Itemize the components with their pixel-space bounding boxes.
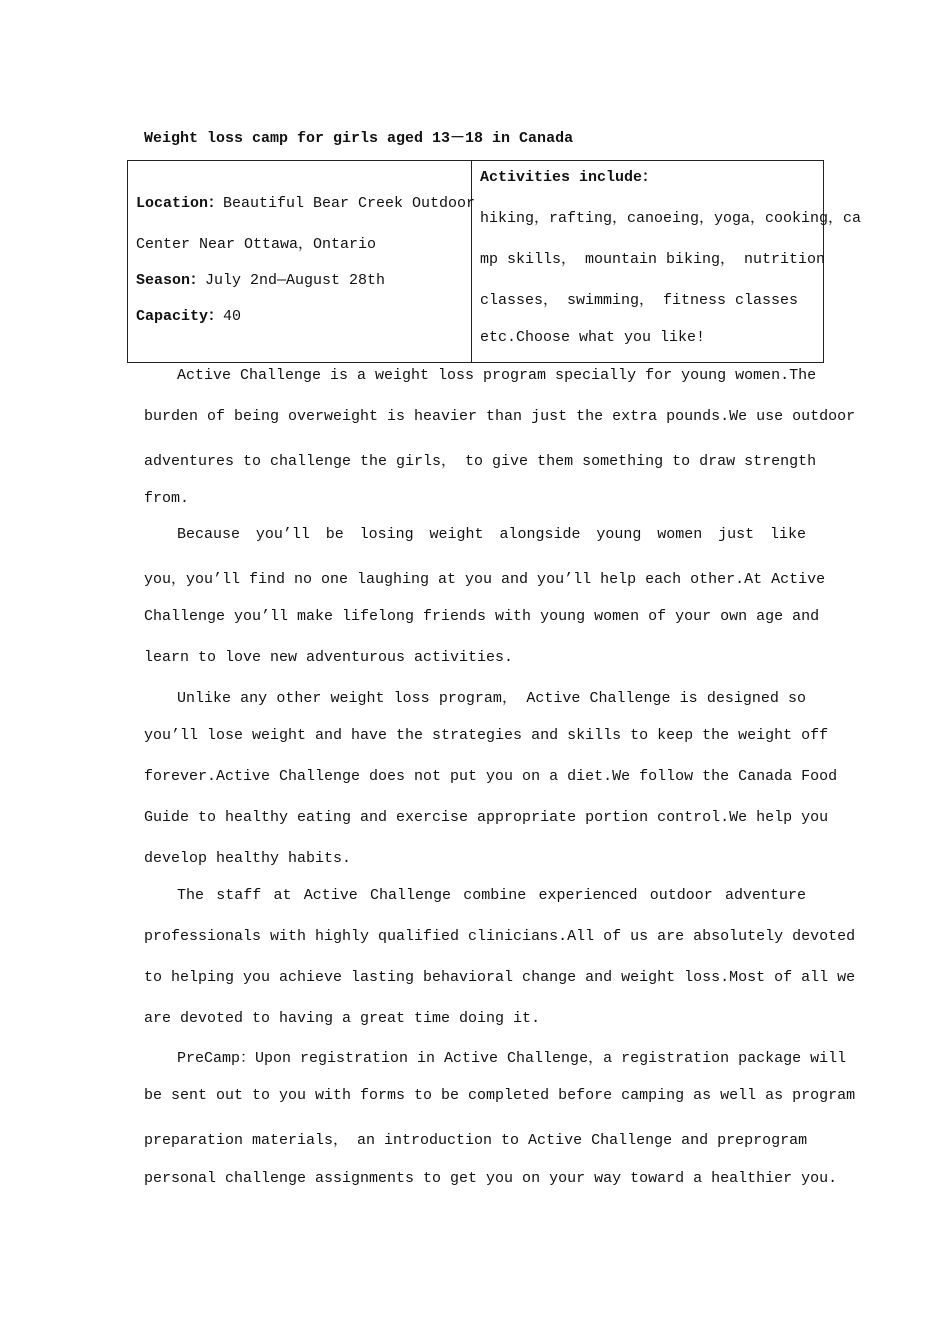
location-value: Beautiful Bear Creek Outdoor <box>223 195 476 212</box>
season-value: July 2nd—August 28th <box>205 272 386 289</box>
paragraph-line: to helping you achieve lasting behavioral change and weight loss.Most of all we <box>144 969 856 986</box>
activities-line: etc.Choose what you like! <box>480 329 706 346</box>
season-line <box>136 268 385 289</box>
paragraph-line: forever.Active Challenge does not put you on a diet.We follow the Canada Food <box>144 768 838 785</box>
paragraph-line: professionals with highly qualified clinicians.All of us are absolutely devoted <box>144 928 856 945</box>
paragraph-line: Unlike any other weight loss program， Active Challenge is designed so <box>177 690 806 707</box>
camp-details-cell <box>128 161 476 362</box>
paragraph-line: Active Challenge is a weight loss program specially for young women.The <box>177 367 817 384</box>
paragraph-line: from. <box>144 490 190 507</box>
season-label: Season： <box>136 272 206 289</box>
page-title: Weight loss camp for girls aged 13－18 in Canada <box>144 130 574 147</box>
paragraph-line: develop healthy habits. <box>144 850 352 867</box>
location-value-cont: Center Near Ottawa，Ontario <box>136 236 377 253</box>
paragraph-line: Challenge you’ll make lifelong friends with young women of your own age and <box>144 608 820 625</box>
paragraph-line: PreCamp：Upon registration in Active Challenge，a registration package will <box>177 1050 847 1067</box>
capacity-line <box>136 304 241 325</box>
activities-cell <box>472 161 862 362</box>
activities-line: mp skills， mountain biking， nutrition <box>480 251 826 268</box>
paragraph-line: Because you’ll be losing weight alongside young women just like <box>177 526 806 543</box>
capacity-label: Capacity： <box>136 308 224 325</box>
paragraph-line: personal challenge assignments to get you on your way toward a healthier you. <box>144 1170 838 1187</box>
activities-line: classes， swimming， fitness classes <box>480 292 799 309</box>
paragraph-line: preparation materials， an introduction to Active Challenge and preprogram <box>144 1132 808 1149</box>
paragraph-line: are devoted to having a great time doing it. <box>144 1010 541 1027</box>
paragraph-line: be sent out to you with forms to be completed before camping as well as program <box>144 1087 856 1104</box>
location-line <box>136 191 475 212</box>
activities-line: hiking，rafting，canoeing，yoga，cooking，ca <box>480 210 862 227</box>
paragraph-line: Guide to healthy eating and exercise appropriate portion control.We help you <box>144 809 829 826</box>
paragraph-line: The staff at Active Challenge combine experienced outdoor adventure <box>177 887 806 904</box>
paragraph-line: you，you’ll find no one laughing at you and you’ll help each other.At Active <box>144 571 826 588</box>
location-label: Location： <box>136 195 224 212</box>
info-table <box>127 160 862 363</box>
paragraph-line: you’ll lose weight and have the strategies and skills to keep the weight off <box>144 727 829 744</box>
paragraph-line: learn to love new adventurous activities. <box>144 649 514 666</box>
activities-label: Activities include： <box>480 169 658 186</box>
capacity-value: 40 <box>223 308 242 325</box>
paragraph-line: adventures to challenge the girls， to give them something to draw strength <box>144 453 817 470</box>
paragraph-line: burden of being overweight is heavier than just the extra pounds.We use outdoor <box>144 408 856 425</box>
